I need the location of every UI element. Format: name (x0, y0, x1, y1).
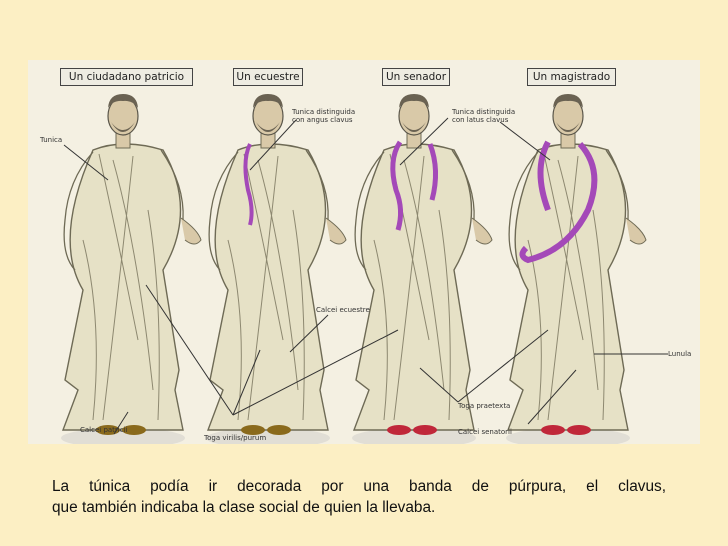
label-tunica: Tunica (40, 136, 63, 144)
label-lunula: Lunula (668, 350, 692, 358)
header-patricio: Un ciudadano patricio (60, 68, 193, 86)
label-calcei-senatorii: Calcei senatorii (458, 428, 512, 436)
label-tunica-latus-1: Tunica distinguida (452, 108, 516, 116)
caption-line-1: La túnica podía ir decorada por una banda de púrpura, el clavus, (52, 478, 666, 495)
label-tunica-angus-1: Tunica distinguida (292, 108, 356, 116)
header-ecuestre: Un ecuestre (233, 68, 303, 86)
header-senador: Un senador (382, 68, 450, 86)
label-toga-virilis: Toga virilis/purum (204, 434, 267, 442)
slide-caption (52, 476, 666, 518)
label-tunica-latus-2: con latus clavus (452, 116, 509, 124)
toga-figures-drawing (28, 60, 700, 444)
illustration-panel (28, 60, 700, 444)
label-tunica-angus-2: con angus clavus (292, 116, 353, 124)
label-calcei-equestre: Calcei ecuestre (316, 306, 370, 314)
label-toga-praetexta: Toga praetexta (458, 402, 511, 410)
header-magistrado: Un magistrado (527, 68, 616, 86)
label-calcei-patricii: Calcei patricii (80, 426, 128, 434)
caption-line-2: que también indicaba la clase social de quien la llevaba. (52, 499, 436, 516)
